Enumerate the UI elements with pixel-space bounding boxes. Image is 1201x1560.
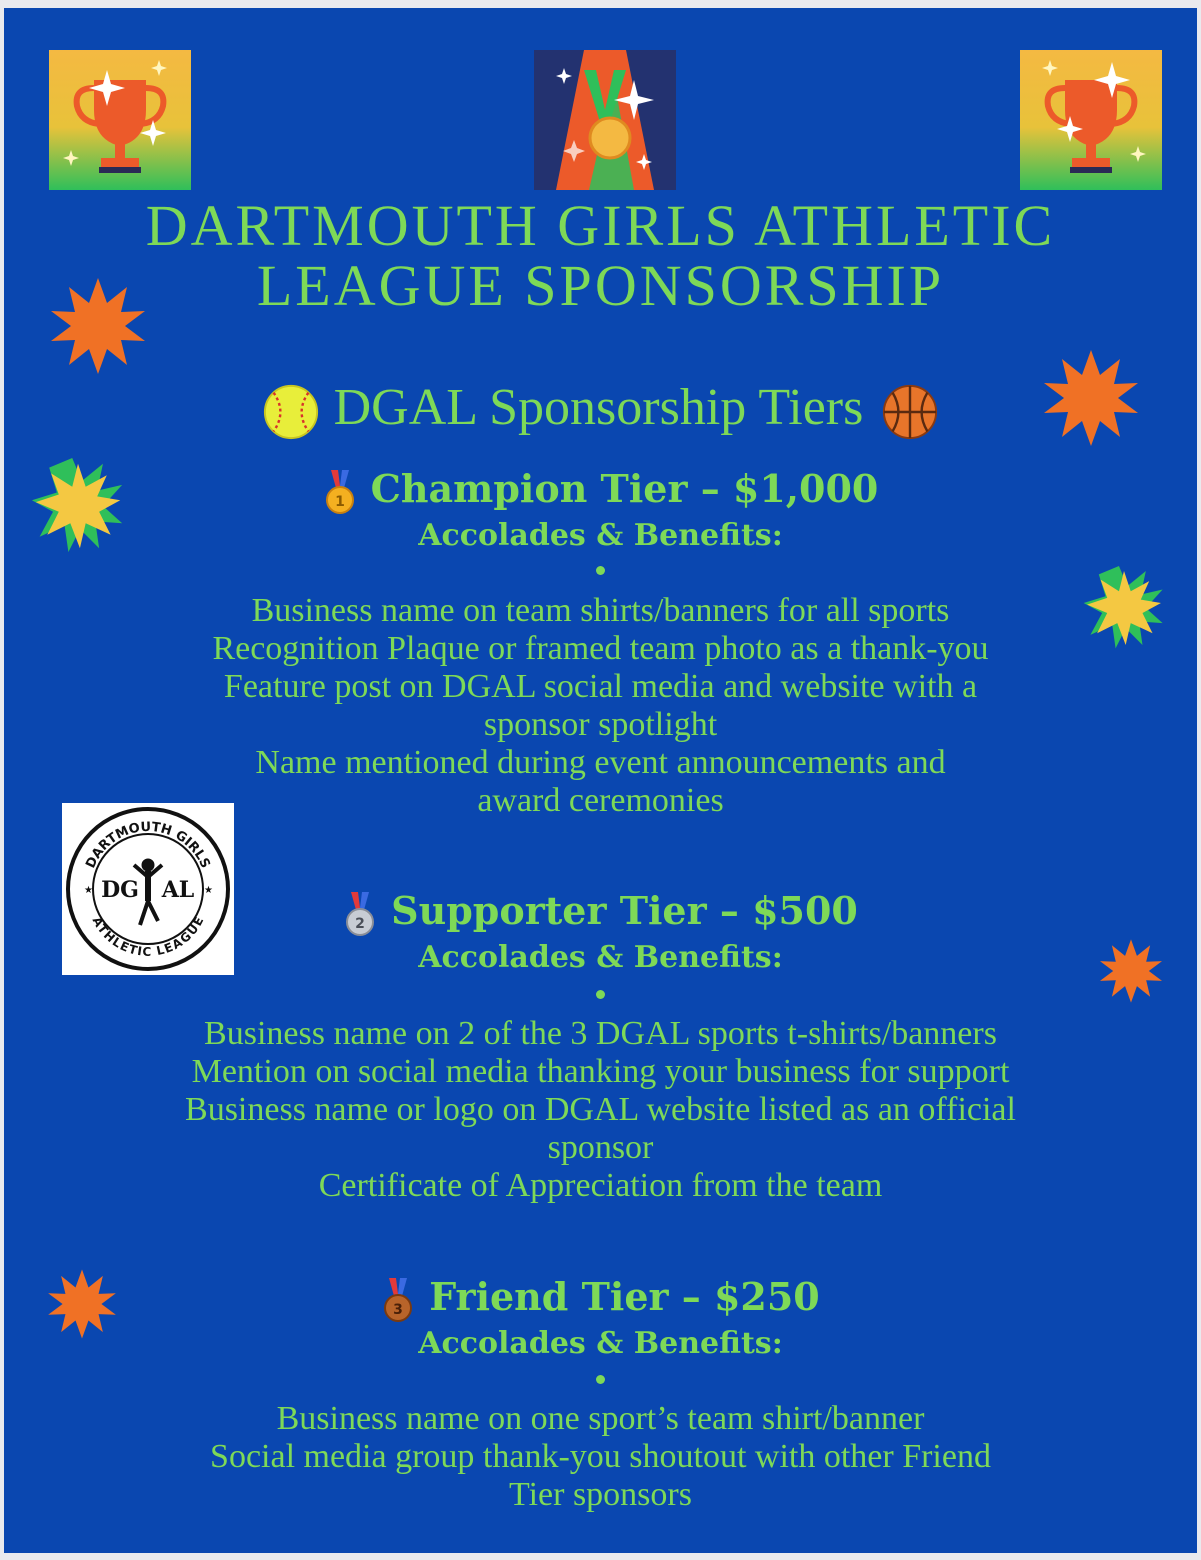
tier-title: Supporter Tier – $500 [391,888,858,933]
logo-text-right: AL [161,877,195,903]
tier-title: Friend Tier – $250 [429,1274,820,1319]
benefit-item: Business name on one sport’s team shirt/banner [276,1400,925,1437]
benefit-item: sponsor spotlight [483,706,718,743]
basketball-icon [881,383,939,441]
benefit-item: Business name on 2 of the 3 DGAL sports t-shirts/banners [204,1015,997,1052]
tier-title: Champion Tier – $1,000 [370,466,879,511]
softball-icon [262,383,320,441]
logo-arc-bottom: ATHLETIC LEAGUE [89,914,207,959]
accolades-label: Accolades & Benefits: [418,1326,783,1361]
bullet-dot [596,566,605,575]
tier-heading-supporter [4,888,1197,938]
benefit-item: Feature post on DGAL social media and website with a [223,668,978,705]
benefits-list-supporter [64,1015,1137,1205]
orange-star-icon [48,276,148,376]
gold-medal-icon [323,470,357,516]
benefit-item: Name mentioned during event announcements and [255,744,946,781]
flyer-page [4,8,1197,1553]
benefits-list-friend [64,1400,1137,1514]
benefit-item: Social media group thank-you shoutout with other Friend [210,1438,991,1475]
benefit-item: award ceremonies [477,782,724,819]
svg-text:★: ★ [204,885,213,896]
benefit-item: Business name on team shirts/banners for all sports [251,592,950,629]
logo-text-left: DG [101,877,139,903]
svg-text:2: 2 [355,915,366,932]
benefit-item: Recognition Plaque or framed team photo as a thank-you [212,630,989,667]
silver-medal-icon [343,892,377,938]
subtitle-text: DGAL Sponsorship Tiers [333,379,864,436]
svg-text:3: 3 [393,1301,404,1318]
svg-text:★: ★ [84,885,93,896]
page-title-line-1: DARTMOUTH GIRLS ATHLETIC [145,193,1056,258]
benefit-item: Tier sponsors [509,1476,692,1513]
tier-heading-friend [4,1274,1197,1324]
accolades-label: Accolades & Benefits: [418,940,783,975]
tier-heading-champion [4,466,1197,516]
accolades-label: Accolades & Benefits: [418,518,783,553]
bullet-dot [596,990,605,999]
logo-arc-top: DARTMOUTH GIRLS [83,819,213,871]
page-title-line-2: LEAGUE SPONSORSHIP [256,253,945,318]
benefit-item: Certificate of Appreciation from the team [318,1167,883,1204]
trophy-icon [1020,50,1162,190]
medal-tile-icon [534,50,676,190]
bronze-medal-icon [381,1278,415,1324]
trophy-icon [49,50,191,190]
benefits-list-champion [64,592,1137,820]
bullet-dot [596,1375,605,1384]
benefit-item: Mention on social media thanking your business for support [191,1053,1010,1090]
subtitle-row [4,378,1197,441]
benefit-item: sponsor [547,1129,654,1166]
svg-text:1: 1 [334,493,345,510]
benefit-item: Business name or logo on DGAL website listed as an official [185,1091,1016,1128]
